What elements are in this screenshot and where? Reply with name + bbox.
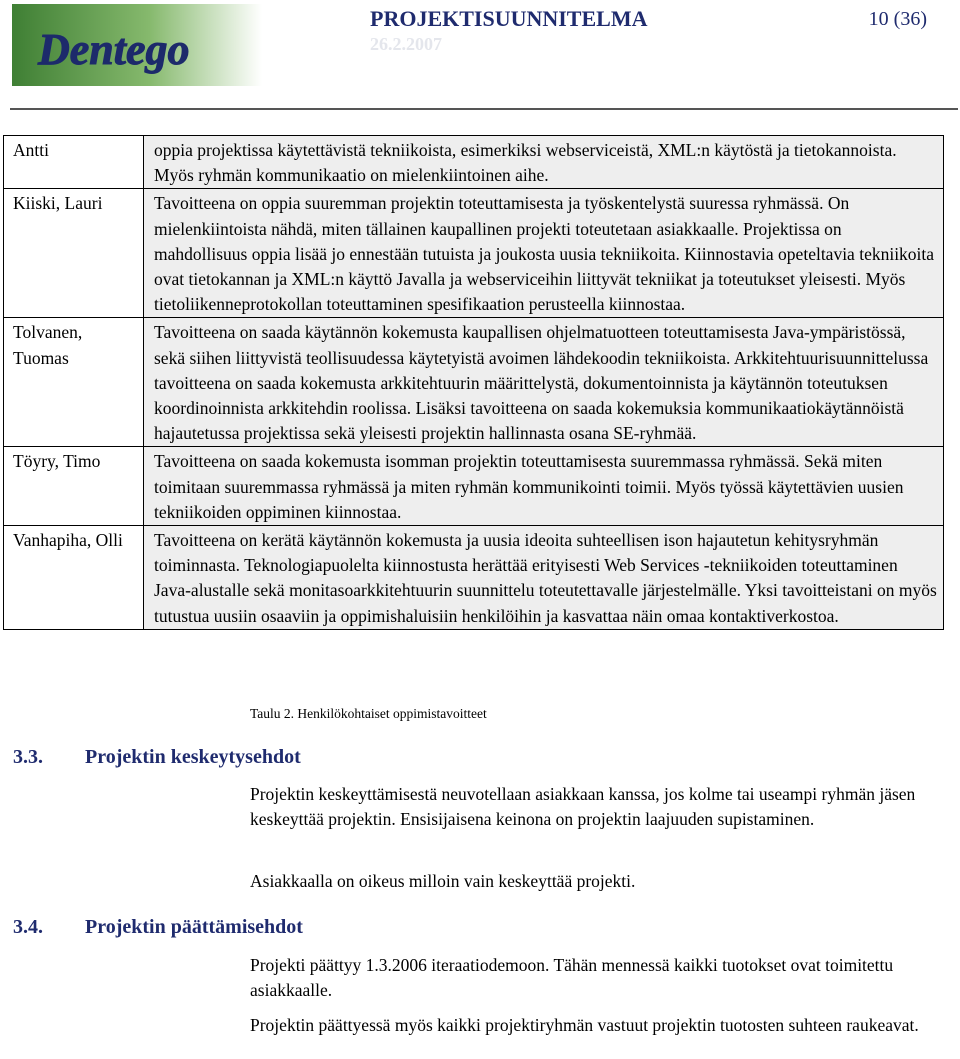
member-name: Kiiski, Lauri bbox=[4, 189, 144, 318]
member-goal: Tavoitteena on kerätä käytännön kokemusta ja uusia ideoita suhteellisen ison hajautetun kehitysryhmän toiminnasta. Teknologiapuolelta kiinnostusta herättää erityisesti Web Services -tekniikoiden toteuttaminen Java-alustalle sekä monitasoarkkitehtuurin suunnittelu toteutettavalle järjestelmälle. Yksi tavoitteistani on myös tutustua uusiin osaaviin ja oppimishaluisiin henkilöihin ja kasvattaa näin omaa kontaktiverkostoa. bbox=[144, 526, 944, 630]
section-title: Projektin keskeytysehdot bbox=[85, 746, 301, 768]
paragraph: Projekti päättyy 1.3.2006 iteraatiodemoon. Tähän mennessä kaikki tuotokset ovat toimitettu asiakkaalle. bbox=[250, 955, 894, 1001]
section-heading-3-4 bbox=[13, 916, 303, 939]
document-date: 26.2.2007 bbox=[370, 34, 442, 54]
member-goal: Tavoitteena on oppia suuremman projektin toteuttamisesta ja työskentelystä suuressa ryhmässä. On mielenkiintoista nähdä, miten tällainen kaupallinen projekti toteutetaan asiakkaalle. Projektissa on mahdollisuus oppia lisää jo ennestään tutuista ja joukosta uusia tekniikoita. Kiinnostavia opeteltavia tekniikoita ovat tietokannan ja XML:n käyttö Javalla ja webserviceihin liittyvät tekniikat ja toteutukset yleisesti. Myös tietoliikenneprotokollan toteuttaminen spesifikaation perusteella kiinnostaa. bbox=[144, 189, 944, 318]
table-row bbox=[4, 318, 944, 447]
section-number: 3.3. bbox=[13, 746, 43, 768]
member-name: Vanhapiha, Olli bbox=[4, 526, 144, 630]
member-name: Tolvanen, Tuomas bbox=[4, 318, 144, 447]
table-row bbox=[4, 189, 944, 318]
logo-wordmark: Dentego bbox=[38, 25, 190, 74]
paragraph: Projektin päättyessä myös kaikki projektiryhmän vastuut projektin tuotosten suhteen raukeavat. bbox=[250, 1015, 919, 1035]
paragraph: Projektin keskeyttämisestä neuvotellaan asiakkaan kanssa, jos kolme tai useampi ryhmän jäsen keskeyttää projektin. Ensisijaisena keinona on projektin laajuuden supistaminen. bbox=[250, 784, 916, 830]
section-title: Projektin päättämisehdot bbox=[85, 916, 303, 938]
table-row bbox=[4, 447, 944, 526]
learning-goals-table bbox=[3, 135, 944, 630]
header-divider bbox=[10, 108, 958, 110]
member-name: Töyry, Timo bbox=[4, 447, 144, 526]
section-heading-3-3 bbox=[13, 746, 301, 769]
member-goal: Tavoitteena on saada käytännön kokemusta kaupallisen ohjelmatuotteen toteuttamisesta Java-ympäristössä, sekä siihen liittyvistä teollisuudessa käytetyistä avoimen lähdekoodin tekniikoista. Arkkitehtuurisuunnittelussa tavoitteena on saada kokemusta arkkitehtuurin määrittelystä, dokumentoinnista ja käytännön toteutuksen koordinoinnista arkkitehdin roolissa. Lisäksi tavoitteena on saada kokemuksia kommunikaatiokäytännöistä hajautetussa projektissa sekä yleisesti projektin hallinnasta osana SE-ryhmää. bbox=[144, 318, 944, 447]
section-number: 3.4. bbox=[13, 916, 43, 938]
document-title: PROJEKTISUUNNITELMA bbox=[370, 6, 648, 31]
member-goal: oppia projektissa käytettävistä tekniikoista, esimerkiksi webserviceistä, XML:n käytöstä ja tietokannoista. Myös ryhmän kommunikaatio on mielenkiintoinen aihe. bbox=[144, 136, 944, 189]
member-name: Antti bbox=[4, 136, 144, 189]
paragraph: Asiakkaalla on oikeus milloin vain keskeyttää projekti. bbox=[250, 871, 636, 891]
table-row bbox=[4, 526, 944, 630]
dentego-logo bbox=[12, 4, 262, 86]
member-goal: Tavoitteena on saada kokemusta isomman projektin toteuttamisesta suuremmassa ryhmässä. Sekä miten toimitaan suuremmassa ryhmässä ja miten ryhmän kommunikointi toimii. Myös työssä käytettävien uusien tekniikoiden oppiminen kiinnostaa. bbox=[144, 447, 944, 526]
page-number: 10 (36) bbox=[868, 8, 927, 30]
table-caption: Taulu 2. Henkilökohtaiset oppimistavoitteet bbox=[250, 706, 487, 721]
table-row bbox=[4, 136, 944, 189]
